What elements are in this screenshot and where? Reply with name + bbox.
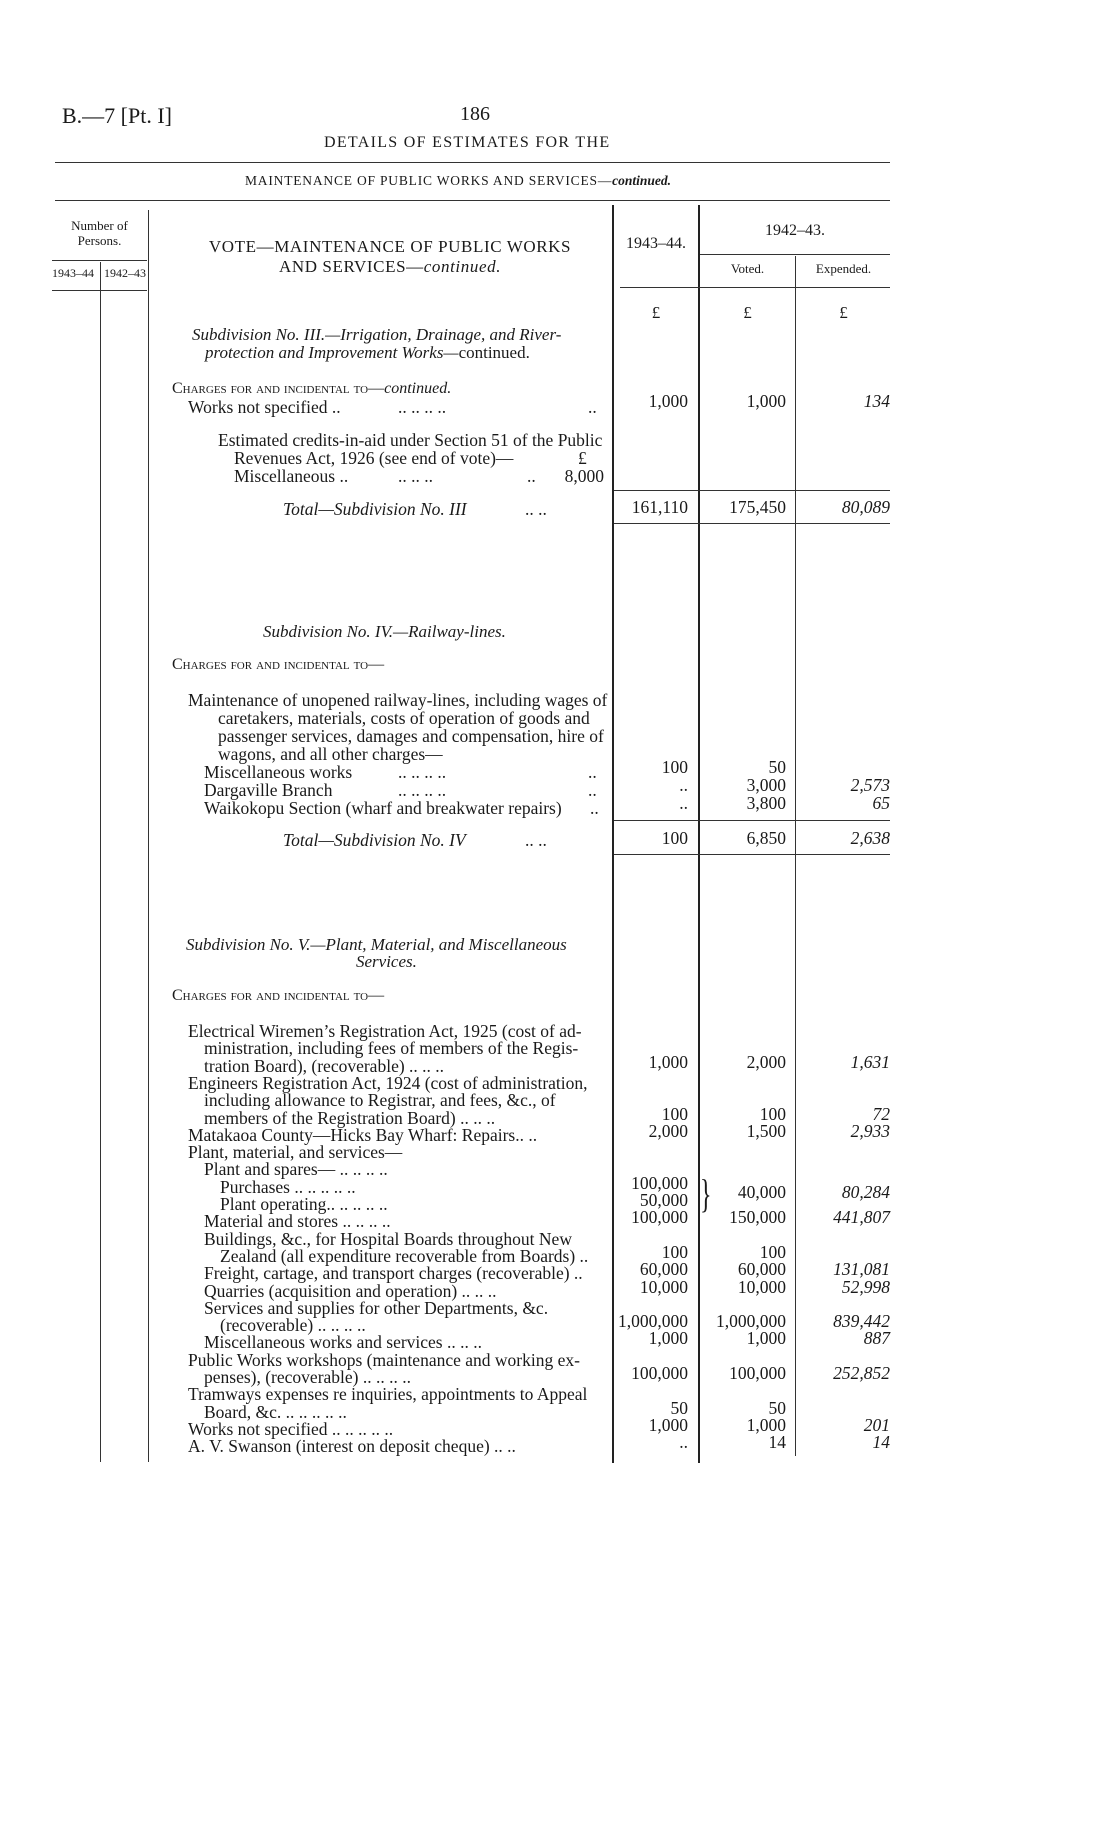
sub3-charges <box>172 380 451 398</box>
sub4-item-waikokopu-1943: .. <box>679 793 688 813</box>
sub5-heading-line1: Subdivision No. V.—Plant, Material, and Miscellaneous <box>186 935 567 954</box>
sub3-heading-line2-main: protection and Improvement Works— <box>205 343 459 362</box>
sub5-line-label: Purchases .. .. .. .. .. <box>220 1176 356 1197</box>
sub5-line-1943: .. <box>679 1432 688 1453</box>
vote-title-cont: continued. <box>423 257 502 276</box>
sub3-credits-line2: Revenues Act, 1926 (see end of vote)— <box>234 448 514 468</box>
sub5-line-label: Board, &c. .. .. .. .. .. <box>204 1401 347 1422</box>
sub5-line-voted: 1,000 <box>746 1414 786 1435</box>
year-a-heading: 1943–44 <box>52 266 94 280</box>
sub3-works-dots-end: .. <box>588 397 597 417</box>
sub5-line-1943: 100,000 <box>631 1172 688 1193</box>
sub4-desc-line2: caretakers, materials, costs of operation of goods and <box>218 708 590 728</box>
sub3-total-rule-bottom <box>614 523 890 524</box>
sub4-item-misc-label: Miscellaneous works <box>204 762 353 782</box>
page-ref: B.—7 [Pt. I] <box>62 103 172 128</box>
plant-voted: 40,000 <box>737 1182 786 1202</box>
sub5-line-1943: 1,000 <box>648 1414 688 1435</box>
sub3-total-voted: 175,450 <box>729 497 786 517</box>
sub5-line-1943: 100,000 <box>631 1207 688 1228</box>
sub5-line-1943: 50 <box>670 1397 688 1418</box>
sub5-line-voted: 100 <box>759 1103 786 1124</box>
number-persons-heading: Number of Persons. <box>71 218 128 248</box>
sub4-item-waikokopu-voted: 3,800 <box>746 793 786 813</box>
sub5-line-voted: 1,000 <box>746 1328 786 1349</box>
sub5-line-label: tration Board), (recoverable) .. .. .. <box>204 1055 445 1076</box>
sub3-credits-pound: £ <box>578 448 587 468</box>
sub5-line-expended: 72 <box>872 1103 890 1124</box>
sub4-desc-line1: Maintenance of unopened railway-lines, including wages of <box>188 690 608 710</box>
sub3-heading-line2 <box>205 343 530 363</box>
sub4-total-1943: 100 <box>661 828 688 848</box>
sub3-total-label: Total—Subdivision No. III <box>283 499 467 519</box>
sub5-line-expended: 131,081 <box>833 1259 890 1280</box>
sub5-line-expended: 201 <box>863 1414 890 1435</box>
sub5-line-label: A. V. Swanson (interest on deposit cheque) .. .. <box>188 1436 516 1457</box>
sub5-line-expended: 839,442 <box>833 1311 890 1332</box>
sub3-total-expended: 80,089 <box>841 497 890 517</box>
sub5-line-label: Works not specified .. .. .. .. .. <box>188 1418 394 1439</box>
col-expended-heading: Expended. <box>815 261 872 276</box>
sub3-charges-label: Charges for and incidental to— <box>172 380 385 397</box>
persons-right-border <box>148 210 149 1462</box>
page-subtitle <box>245 173 671 189</box>
sub5-line-expended: 52,998 <box>841 1276 890 1297</box>
persons-rule <box>52 260 147 261</box>
page-title: DETAILS OF ESTIMATES FOR THE <box>324 134 611 151</box>
sub3-credits-line1: Estimated credits-in-aid under Section 51 of the Public <box>218 430 603 450</box>
sub4-total-expended: 2,638 <box>850 828 890 848</box>
sub4-total-voted: 6,850 <box>746 828 786 848</box>
pound-voted: £ <box>743 303 752 322</box>
sub3-total-dots: .. .. <box>525 499 547 519</box>
sub4-item-dargaville-dots: .. .. .. .. <box>398 780 447 800</box>
sub5-charges: Charges for and incidental to— <box>172 987 385 1004</box>
sub5-line-label: Buildings, &c., for Hospital Boards throughout New <box>204 1228 572 1249</box>
pound-1943: £ <box>651 303 661 322</box>
page-subtitle-cont: continued. <box>612 173 672 188</box>
sub3-misc-dots: .. .. .. <box>398 466 433 486</box>
sub4-desc-line3: passenger services, damages and compensation, hire of <box>218 726 604 746</box>
sub5-line-label: penses), (recoverable) .. .. .. .. <box>204 1367 411 1387</box>
sub5-line-expended: 887 <box>863 1328 890 1349</box>
sub4-item-misc-dots-end: .. <box>588 762 597 782</box>
col-1943-heading: 1943–44. <box>626 235 686 252</box>
sub5-line-label: Electrical Wiremen’s Registration Act, 1925 (cost of ad- <box>188 1021 582 1041</box>
sub5-line-1943: 1,000 <box>648 1051 688 1072</box>
persons-col-divider <box>100 262 101 1462</box>
sub5-line-1943: 100 <box>661 1103 688 1124</box>
sub4-item-misc-1943: 100 <box>661 757 688 777</box>
sub5-line-1943: 50,000 <box>639 1190 688 1210</box>
page-number: 186 <box>460 103 490 125</box>
plant-brace: } <box>700 1171 712 1216</box>
sub4-heading: Subdivision No. IV.—Railway-lines. <box>263 622 506 641</box>
sub3-works-voted: 1,000 <box>746 391 786 411</box>
sub3-total-1943: 161,110 <box>631 497 688 517</box>
sub3-heading-line1: Subdivision No. III.—Irrigation, Drainage, and River- <box>192 325 562 344</box>
sub4-desc-line4: wagons, and all other charges— <box>218 744 443 764</box>
sub4-total-dots: .. .. <box>525 830 547 850</box>
sub5-line-1943: 10,000 <box>639 1276 688 1297</box>
sub5-line-voted: 100,000 <box>729 1363 786 1383</box>
sub4-item-misc-dots: .. .. .. .. <box>398 762 447 782</box>
sub5-line-label: Plant, material, and services— <box>188 1142 403 1163</box>
sub5-line-label: including allowance to Registrar, and fees, &c., of <box>204 1090 556 1111</box>
sub3-works-expended: 134 <box>863 391 890 411</box>
header-rule-top <box>55 162 890 163</box>
sub4-total-rule-bottom <box>614 854 890 855</box>
sub5-line-label: Miscellaneous works and services .. .. .. <box>204 1332 482 1353</box>
sub4-total-rule-top <box>614 820 890 821</box>
sub5-line-voted: 100 <box>759 1241 786 1262</box>
sub4-item-waikokopu-expended: 65 <box>872 793 890 813</box>
sub5-line-voted: 50 <box>768 1397 786 1418</box>
sub5-line-label: Material and stores .. .. .. .. <box>204 1211 391 1232</box>
col-voted-heading: Voted. <box>730 261 765 276</box>
sub3-heading-line2-cont: continued. <box>458 343 530 362</box>
sub5-line-1943: 60,000 <box>639 1259 688 1280</box>
sub3-works-1943: 1,000 <box>648 391 688 411</box>
sub5-line-voted: 2,000 <box>746 1051 786 1072</box>
sub4-item-dargaville-1943: .. <box>679 775 688 795</box>
vote-title <box>190 237 590 277</box>
sub5-line-1943: 100 <box>661 1241 688 1262</box>
sub5-line-label: members of the Registration Board) .. .. .. <box>204 1107 496 1128</box>
sub5-line-label: Engineers Registration Act, 1924 (cost of administration, <box>188 1072 588 1093</box>
sub5-line-expended: 14 <box>872 1432 890 1453</box>
sub5-line-label: Plant operating.. .. .. .. .. <box>220 1194 388 1214</box>
sub5-line-expended: 2,933 <box>850 1120 890 1141</box>
sub4-item-waikokopu-dots: .. <box>590 798 599 818</box>
sub3-misc-value: 8,000 <box>564 466 604 486</box>
col-1942-rule <box>700 254 890 255</box>
col-exp-left <box>795 256 796 1456</box>
sub5-line-1943: 1,000 <box>648 1328 688 1349</box>
sub5-line-voted: 1,500 <box>746 1120 786 1141</box>
header-rule-bottom <box>55 200 890 201</box>
sub3-charges-cont: continued. <box>384 380 452 397</box>
sub5-line-label: Quarries (acquisition and operation) .. .. .. <box>204 1280 497 1301</box>
sub5-line-label: Zealand (all expenditure recoverable from Boards) .. <box>220 1245 589 1266</box>
sub4-item-dargaville-voted: 3,000 <box>746 775 786 795</box>
table-header-rule <box>620 287 890 288</box>
sub5-line-expended: 252,852 <box>833 1363 890 1383</box>
sub3-works-dots: .. .. .. .. <box>398 397 447 417</box>
sub5-line-label: Freight, cartage, and transport charges (recoverable) .. <box>204 1263 583 1284</box>
year-b-heading: 1942–43 <box>104 266 146 280</box>
sub4-item-dargaville-label: Dargaville Branch <box>204 780 333 800</box>
sub5-line-voted: 150,000 <box>729 1207 786 1228</box>
sub4-item-waikokopu-label: Waikokopu Section (wharf and breakwater repairs) <box>204 798 562 818</box>
page-subtitle-main: MAINTENANCE OF PUBLIC WORKS AND SERVICES— <box>245 173 613 188</box>
sub4-total-label: Total—Subdivision No. IV <box>283 830 466 850</box>
vote-title-and: AND SERVICES— <box>278 257 424 276</box>
sub5-heading-line2: Services. <box>356 952 417 971</box>
sub5-line-1943: 2,000 <box>648 1120 688 1141</box>
sub5-line-voted: 1,000,000 <box>716 1311 786 1332</box>
sub4-item-misc-voted: 50 <box>768 757 786 777</box>
sub5-line-label: Services and supplies for other Departments, &c. <box>204 1297 549 1318</box>
sub5-line-label: Public Works workshops (maintenance and working ex- <box>188 1349 580 1370</box>
sub5-line-voted: 60,000 <box>737 1259 786 1280</box>
sub5-line-voted: 10,000 <box>737 1276 786 1297</box>
sub5-line-label: Tramways expenses re inquiries, appointments to Appeal <box>188 1384 588 1405</box>
sub5-line-1943: 100,000 <box>631 1363 688 1383</box>
col-1942-heading: 1942–43. <box>765 222 825 239</box>
vote-title-line2 <box>190 257 590 277</box>
sub5-line-label: ministration, including fees of members of the Regis- <box>204 1038 579 1059</box>
sub5-line-label: Matakaoa County—Hicks Bay Wharf: Repairs.. .. <box>188 1124 538 1145</box>
sub5-line-label: (recoverable) .. .. .. .. <box>220 1315 366 1336</box>
vote-title-line1: VOTE—MAINTENANCE OF PUBLIC WORKS <box>208 237 572 256</box>
sub5-line-label: Plant and spares— .. .. .. .. <box>204 1159 388 1180</box>
sub5-line-expended: 1,631 <box>850 1051 890 1072</box>
sub3-works-label: Works not specified .. <box>188 397 341 417</box>
sub4-charges: Charges for and incidental to— <box>172 656 385 673</box>
sub4-item-dargaville-dots-end: .. <box>588 780 597 800</box>
sub3-misc-label: Miscellaneous .. <box>234 466 349 486</box>
sub5-line-voted: 14 <box>768 1432 786 1453</box>
sub5-line-1943: 1,000,000 <box>618 1311 688 1332</box>
pound-expended: £ <box>839 303 848 322</box>
sub4-item-dargaville-expended: 2,573 <box>850 775 890 795</box>
sub3-misc-dots-end: .. <box>527 466 536 486</box>
sub3-total-rule-top <box>614 490 890 491</box>
sub5-line-expended: 441,807 <box>833 1207 890 1228</box>
plant-expended: 80,284 <box>841 1182 890 1202</box>
